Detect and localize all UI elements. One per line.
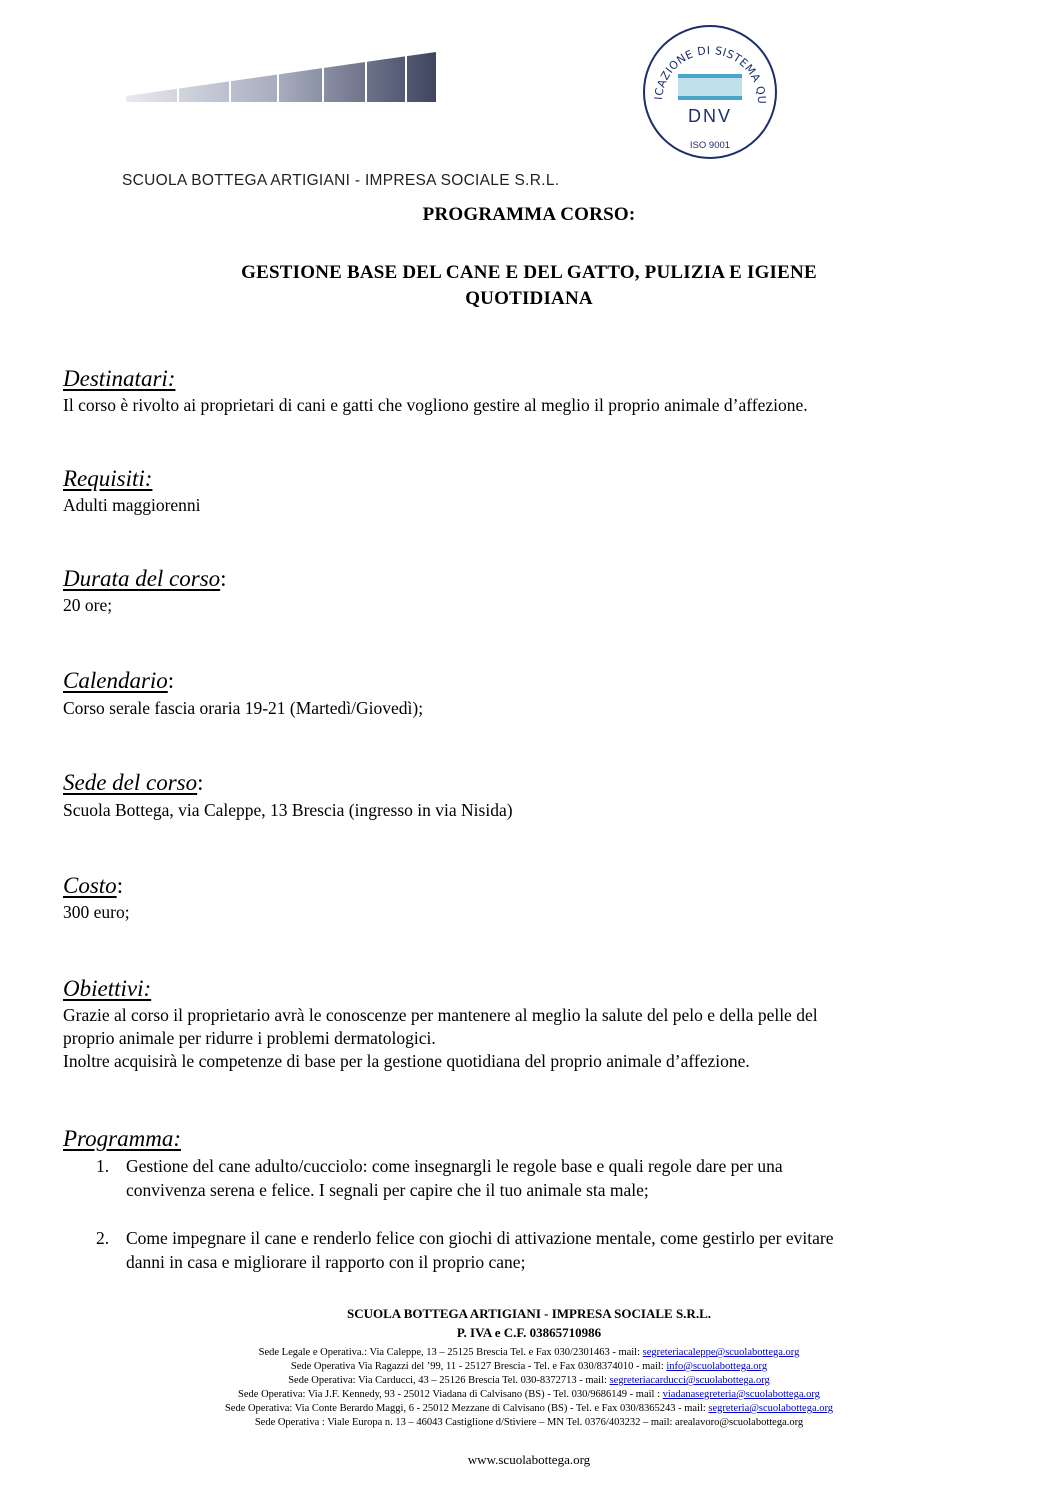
footer-website[interactable]: www.scuolabottega.org [467,1452,591,1467]
footer-site-line: Sede Operativa : Viale Europa n. 13 – 46043 Castiglione d/Stiviere – MN Tel. 0376/403232 – mail: arealavoro@scuolabottega.org [254,1417,804,1428]
programma-item-number: 2. [96,1228,110,1248]
obiettivi-text-line1: Grazie al corso il proprietario avrà le conoscenze per mantenere al meglio la salute del pelo e della pelle del [63,1005,818,1025]
calendario-heading: Calendario: [63,668,175,693]
footer-site-line: Sede Legale e Operativa.: Via Caleppe, 13 – 25125 Brescia Tel. e Fax 030/2301463 - mail: segreteriacaleppe@scuolabottega.org [258,1347,800,1358]
footer-email-link[interactable]: viadanasegreteria@scuolabottega.org [662,1389,820,1400]
course-title-line1: GESTIONE BASE DEL CANE E DEL GATTO, PULIZIA E IGIENE [241,262,817,283]
program-heading: PROGRAMMA CORSO: [422,204,636,225]
durata-text: 20 ore; [63,595,113,615]
footer-email-link[interactable]: segreteria@scuolabottega.org [708,1403,834,1414]
svg-text:DNV: DNV [687,106,733,126]
company-logo-graphic [118,52,438,102]
svg-text:CERTIFICAZIONE DI SISTEMA QUAL: ICAZIONE DI SISTEMA QU [652,43,769,105]
obiettivi-text-line3: Inoltre acquisirà le competenze di base per la gestione quotidiana del proprio animale d’affezione. [63,1051,750,1071]
destinatari-text: Il corso è rivolto ai proprietari di cani e gatti che vogliono gestire al meglio il proprio animale d’affezione. [63,395,808,415]
footer-email-link[interactable]: segreteriacarducci@scuolabottega.org [609,1375,770,1386]
destinatari-heading: Destinatari: [63,366,176,391]
programma-item-line2: danni in casa e migliorare il rapporto con il proprio cane; [126,1252,526,1272]
programma-item-line1: Come impegnare il cane e renderlo felice con giochi di attivazione mentale, come gestirlo per evitare [126,1228,834,1248]
obiettivi-text-line2: proprio animale per ridurre i problemi dermatologici. [63,1028,436,1048]
durata-heading: Durata del corso: [63,566,227,591]
footer-email-link[interactable]: info@scuolabottega.org [666,1361,768,1372]
footer-site-line: Sede Operativa: Via Carducci, 43 – 25126 Brescia Tel. 030-8372713 - mail: segreteriacarducci@scuolabottega.org [288,1375,770,1386]
footer-site-line: Sede Operativa: Via J.F. Kennedy, 93 - 25012 Viadana di Calvisano (BS) - Tel. 030/9686149 - mail : viadanasegreteria@scuolabottega.org [238,1389,820,1400]
programma-item-line2: convivenza serena e felice. I segnali per capire che il tuo animale sta male; [126,1180,649,1200]
calendario-text: Corso serale fascia oraria 19-21 (Martedì/Giovedì); [63,698,424,718]
costo-heading: Costo: [63,873,124,898]
course-title-line2: QUOTIDIANA [465,288,593,309]
obiettivi-heading: Obiettivi: [63,976,152,1001]
footer-company: SCUOLA BOTTEGA ARTIGIANI - IMPRESA SOCIALE S.R.L. [347,1306,711,1321]
sede-heading: Sede del corso: [63,770,204,795]
company-logo-text: SCUOLA BOTTEGA ARTIGIANI - IMPRESA SOCIALE S.R.L. [122,172,560,189]
footer-email-link[interactable]: segreteriacaleppe@scuolabottega.org [642,1347,800,1358]
footer-vat: P. IVA e C.F. 03865710986 [456,1325,602,1340]
company-logo [118,52,560,189]
dnv-certification-seal [640,22,780,162]
programma-item-number: 1. [96,1156,110,1176]
requisiti-text: Adulti maggiorenni [63,495,201,515]
requisiti-heading: Requisiti: [63,466,153,491]
svg-text:ISO 9001: ISO 9001 [689,140,731,151]
footer-site-line: Sede Operativa Via Ragazzi del ’99, 11 - 25127 Brescia - Tel. e Fax 030/8374010 - mail: info@scuolabottega.org [290,1361,768,1372]
sede-text: Scuola Bottega, via Caleppe, 13 Brescia (ingresso in via Nisida) [63,800,513,820]
programma-heading: Programma: [63,1126,181,1151]
footer-site-line: Sede Operativa: Via Conte Berardo Maggi, 6 - 25012 Mezzane di Calvisano (BS) - Tel. e Fax 030/8365243 - mail: segreteria@scuolabottega.org [224,1403,834,1414]
programma-item-line1: Gestione del cane adulto/cucciolo: come insegnargli le regole base e quali regole dare per una [126,1156,783,1176]
costo-text: 300 euro; [63,902,130,922]
